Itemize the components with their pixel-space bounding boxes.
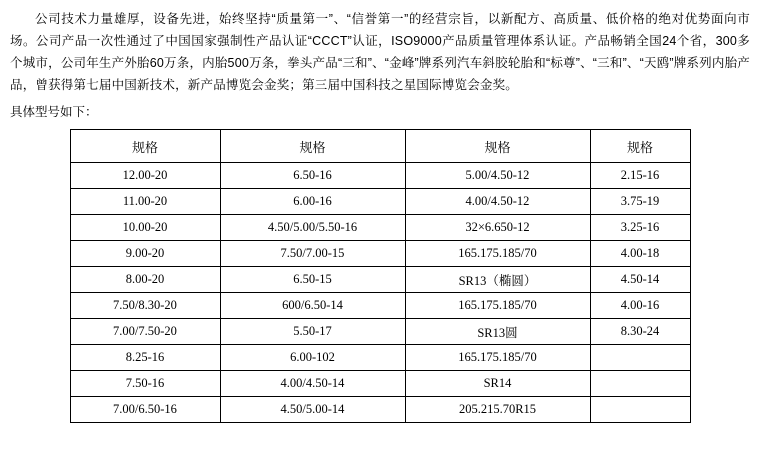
table-cell: 165.175.185/70 xyxy=(405,345,590,371)
body-paragraph: 公司技术力量雄厚，设备先进，始终坚持“质量第一”、“信誉第一”的经营宗旨，以新配方、高质量、低价格的绝对优势面向市场。公司产品一次性通过了中国国家强制性产品认证“CCCT”认证，ISO9000产品质量管理体系认证。产品畅销全国24个省，300多个城市，公司年生产外胎60万条，内胎500万条，拳头产品“三和”、“金峰”牌系列汽车斜胶轮胎和“标尊”、“三和”、“天鸥”牌系列内胎产品，曾获得第七届中国新技术，新产品博览会金奖；第三届中国科技之星国际博览会金奖。 xyxy=(10,12,750,92)
table-lead-in-text: 具体型号如下： xyxy=(10,105,98,119)
table-cell: 32×6.650-12 xyxy=(405,215,590,241)
table-cell xyxy=(590,371,690,397)
table-row xyxy=(70,189,690,215)
table-cell: 11.00-20 xyxy=(70,189,220,215)
table-cell: 6.50-15 xyxy=(220,267,405,293)
table-cell: 6.50-16 xyxy=(220,163,405,189)
table-row xyxy=(70,397,690,423)
table-cell: 5.00/4.50-12 xyxy=(405,163,590,189)
table-row xyxy=(70,163,690,189)
table-row xyxy=(70,241,690,267)
table-cell: 3.25-16 xyxy=(590,215,690,241)
table-cell: 7.00/7.50-20 xyxy=(70,319,220,345)
table-row xyxy=(70,345,690,371)
table-cell: 5.50-17 xyxy=(220,319,405,345)
table-cell xyxy=(590,397,690,423)
table-cell: 8.00-20 xyxy=(70,267,220,293)
table-header-row xyxy=(70,130,690,163)
table-cell: 10.00-20 xyxy=(70,215,220,241)
table-row xyxy=(70,267,690,293)
table-body xyxy=(70,163,690,423)
table-cell: SR14 xyxy=(405,371,590,397)
table-cell: 7.50-16 xyxy=(70,371,220,397)
table-row xyxy=(70,371,690,397)
table-cell: 4.50-14 xyxy=(590,267,690,293)
table-row xyxy=(70,215,690,241)
column-header-3: 规格 xyxy=(405,130,590,163)
table-cell: 165.175.185/70 xyxy=(405,241,590,267)
column-header-2: 规格 xyxy=(220,130,405,163)
table-cell: 4.00-16 xyxy=(590,293,690,319)
table-cell: 4.00/4.50-14 xyxy=(220,371,405,397)
table-cell: 165.175.185/70 xyxy=(405,293,590,319)
table-cell xyxy=(590,345,690,371)
table-cell: 12.00-20 xyxy=(70,163,220,189)
table-cell: SR13圆 xyxy=(405,319,590,345)
table-cell: 4.00/4.50-12 xyxy=(405,189,590,215)
table-cell: 600/6.50-14 xyxy=(220,293,405,319)
table-cell: 2.15-16 xyxy=(590,163,690,189)
table-cell: 7.00/6.50-16 xyxy=(70,397,220,423)
table-row xyxy=(70,319,690,345)
table-cell: 4.00-18 xyxy=(590,241,690,267)
table-cell: 6.00-102 xyxy=(220,345,405,371)
specifications-table xyxy=(70,129,691,423)
column-header-1: 规格 xyxy=(70,130,220,163)
column-header-4: 规格 xyxy=(590,130,690,163)
table-cell: SR13（椭圆） xyxy=(405,267,590,293)
paragraph-spacer xyxy=(10,96,750,99)
table-cell: 4.50/5.00-14 xyxy=(220,397,405,423)
table-cell: 4.50/5.00/5.50-16 xyxy=(220,215,405,241)
table-cell: 8.25-16 xyxy=(70,345,220,371)
table-header-row-group xyxy=(70,130,690,163)
table-cell: 3.75-19 xyxy=(590,189,690,215)
table-row xyxy=(70,293,690,319)
table-cell: 8.30-24 xyxy=(590,319,690,345)
table-cell: 205.215.70R15 xyxy=(405,397,590,423)
table-cell: 6.00-16 xyxy=(220,189,405,215)
table-cell: 7.50/8.30-20 xyxy=(70,293,220,319)
table-cell: 9.00-20 xyxy=(70,241,220,267)
table-cell: 7.50/7.00-15 xyxy=(220,241,405,267)
